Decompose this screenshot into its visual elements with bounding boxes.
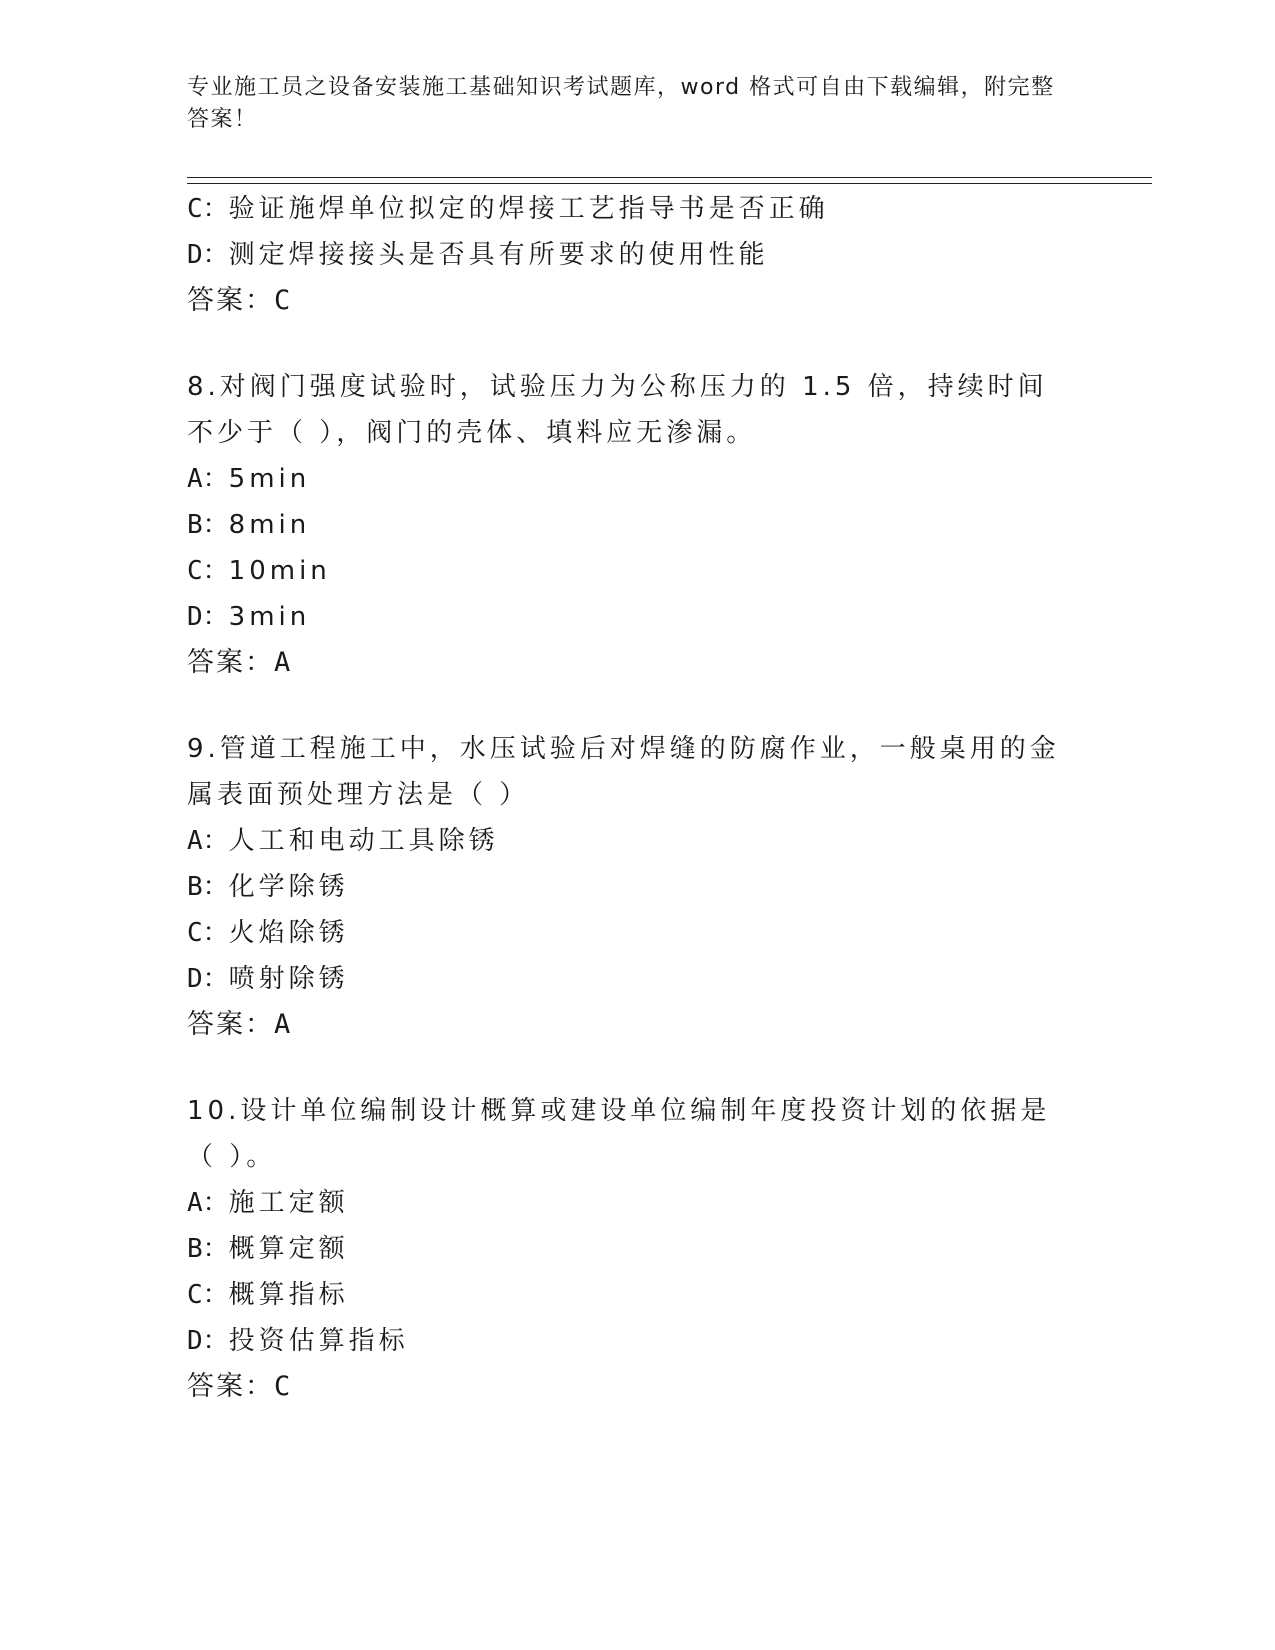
document-body [187,186,1067,1410]
option-b: B：8min [187,510,311,540]
option-b: B：概算定额 [187,1234,349,1264]
option-c: C：10min [187,556,331,586]
option-d: D：测定焊接接头是否具有所要求的使用性能 [187,240,769,270]
answer-line: 答案：C [187,1371,293,1402]
option-d: D：喷射除锈 [187,964,349,994]
document-header: 专业施工员之设备安装施工基础知识考试题库，word 格式可自由下载编辑，附完整答案！ [187,75,1055,132]
option-d: D：3min [187,602,311,632]
question-stem: 9.管道工程施工中，水压试验后对焊缝的防腐作业，一般桌用的金属表面预处理方法是（ ） [187,734,1060,810]
question-block-8 [187,364,1067,686]
question-block-10 [187,1088,1067,1410]
option-c: C：概算指标 [187,1280,349,1310]
option-a: A：施工定额 [187,1188,349,1218]
option-a: A：5min [187,464,311,494]
question-stem: 10.设计单位编制设计概算或建设单位编制年度投资计划的依据是（ ）。 [187,1096,1051,1172]
option-c: C：验证施焊单位拟定的焊接工艺指导书是否正确 [187,194,829,224]
option-b: B：化学除锈 [187,872,349,902]
answer-line: 答案：C [187,285,293,316]
header-rule-top [187,177,1152,178]
option-c: C：火焰除锈 [187,918,349,948]
question-block-7 [187,186,1067,324]
header-rule-bottom [187,183,1152,184]
option-d: D：投资估算指标 [187,1326,409,1356]
question-block-9 [187,726,1067,1048]
option-a: A：人工和电动工具除锈 [187,826,499,856]
question-stem: 8.对阀门强度试验时，试验压力为公称压力的 1.5 倍，持续时间不少于（ ），阀门的壳体、填料应无渗漏。 [187,372,1048,448]
answer-line: 答案：A [187,647,293,678]
answer-line: 答案：A [187,1009,293,1040]
